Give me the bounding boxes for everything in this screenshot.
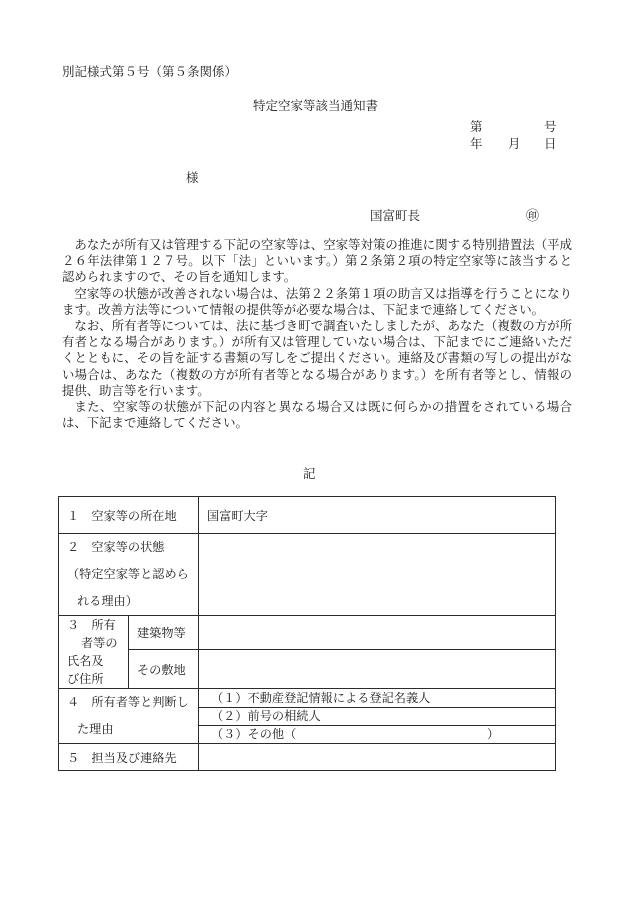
number-prefix: 第 bbox=[470, 119, 483, 134]
owner-building-value bbox=[199, 616, 556, 650]
location-value: 国富町大字 bbox=[199, 497, 556, 534]
date-month: 月 bbox=[508, 136, 521, 151]
form-number: 別記様式第５号（第５条関係） bbox=[62, 64, 238, 79]
owner-label-line-1: ３ 所有 bbox=[67, 618, 116, 632]
sender-name: 国富町長 bbox=[370, 208, 421, 223]
number-suffix: 号 bbox=[544, 119, 557, 134]
reason-option-3-open: （３）その他（ bbox=[211, 726, 297, 741]
owner-label-line-2: 者等の bbox=[81, 636, 118, 650]
owner-label bbox=[59, 616, 129, 689]
notice-body bbox=[62, 237, 572, 431]
location-label: １ 空家等の所在地 bbox=[59, 497, 199, 534]
paragraph-3: なお、所有者等については、法に基づき町で調査いたしましたが、あなた（複数の方が所有者となる場合があります。）が所有又は管理していない場合は、下記までにご連絡いただくとともに、その旨を証する書類の写しをご提出ください。連絡及び書類の写しの提出がない場合は、あなた（複数の方が所有者等となる場合があります。）を所有者等とし、情報の提供、助言等を行います。 bbox=[62, 318, 572, 398]
ki-heading: 記 bbox=[303, 466, 316, 481]
contact-value bbox=[199, 744, 556, 771]
reason-label-line-1: ４ 所有者等と判断し bbox=[67, 695, 189, 709]
reason-option-3-close: ） bbox=[487, 726, 500, 741]
owner-land-value bbox=[199, 650, 556, 689]
owner-land-label: その敷地 bbox=[129, 650, 199, 689]
owner-label-line-4: び住所 bbox=[67, 672, 104, 686]
recipient-honorific: 様 bbox=[186, 170, 199, 185]
document-title: 特定空家等該当通知書 bbox=[253, 98, 379, 113]
seal-mark: ㊞ bbox=[526, 209, 540, 224]
owner-building-label: 建築物等 bbox=[129, 616, 199, 650]
condition-label-line-2: （特定空家等と認めら bbox=[67, 567, 189, 581]
paragraph-1: あなたが所有又は管理する下記の空家等は、空家等対策の推進に関する特別措置法（平成２６年法律第１２７号。以下「法」といいます。）第２条第２項の特定空家等に該当すると認められますので、その旨を通知します。 bbox=[62, 237, 572, 285]
paragraph-2: 空家等の状態が改善されない場合は、法第２２条第１項の助言又は指導を行うことになります。改善方法等について情報の提供等が必要な場合は、下記まで連絡してください。 bbox=[62, 285, 572, 317]
condition-label bbox=[59, 534, 199, 616]
reason-option-3 bbox=[199, 725, 555, 743]
reason-options bbox=[199, 689, 556, 744]
details-table bbox=[58, 496, 556, 771]
paragraph-4: また、空家等の状態が下記の内容と異なる場合又は既に何らかの措置をされている場合は、下記まで連絡してください。 bbox=[62, 399, 572, 431]
condition-label-line-3: れる理由） bbox=[77, 594, 138, 608]
condition-value bbox=[199, 534, 556, 616]
reason-option-1: （１）不動産登記情報による登記名義人 bbox=[211, 690, 431, 705]
reason-label bbox=[59, 689, 199, 744]
contact-label: ５ 担当及び連絡先 bbox=[59, 744, 199, 771]
reason-option-2: （２）前号の相続人 bbox=[199, 707, 555, 725]
condition-label-line-1: ２ 空家等の状態 bbox=[67, 540, 165, 554]
owner-label-line-3: 氏名及 bbox=[67, 654, 104, 668]
reason-label-line-2: た理由 bbox=[77, 722, 114, 736]
date-year: 年 bbox=[470, 136, 483, 151]
date-day: 日 bbox=[544, 136, 557, 151]
